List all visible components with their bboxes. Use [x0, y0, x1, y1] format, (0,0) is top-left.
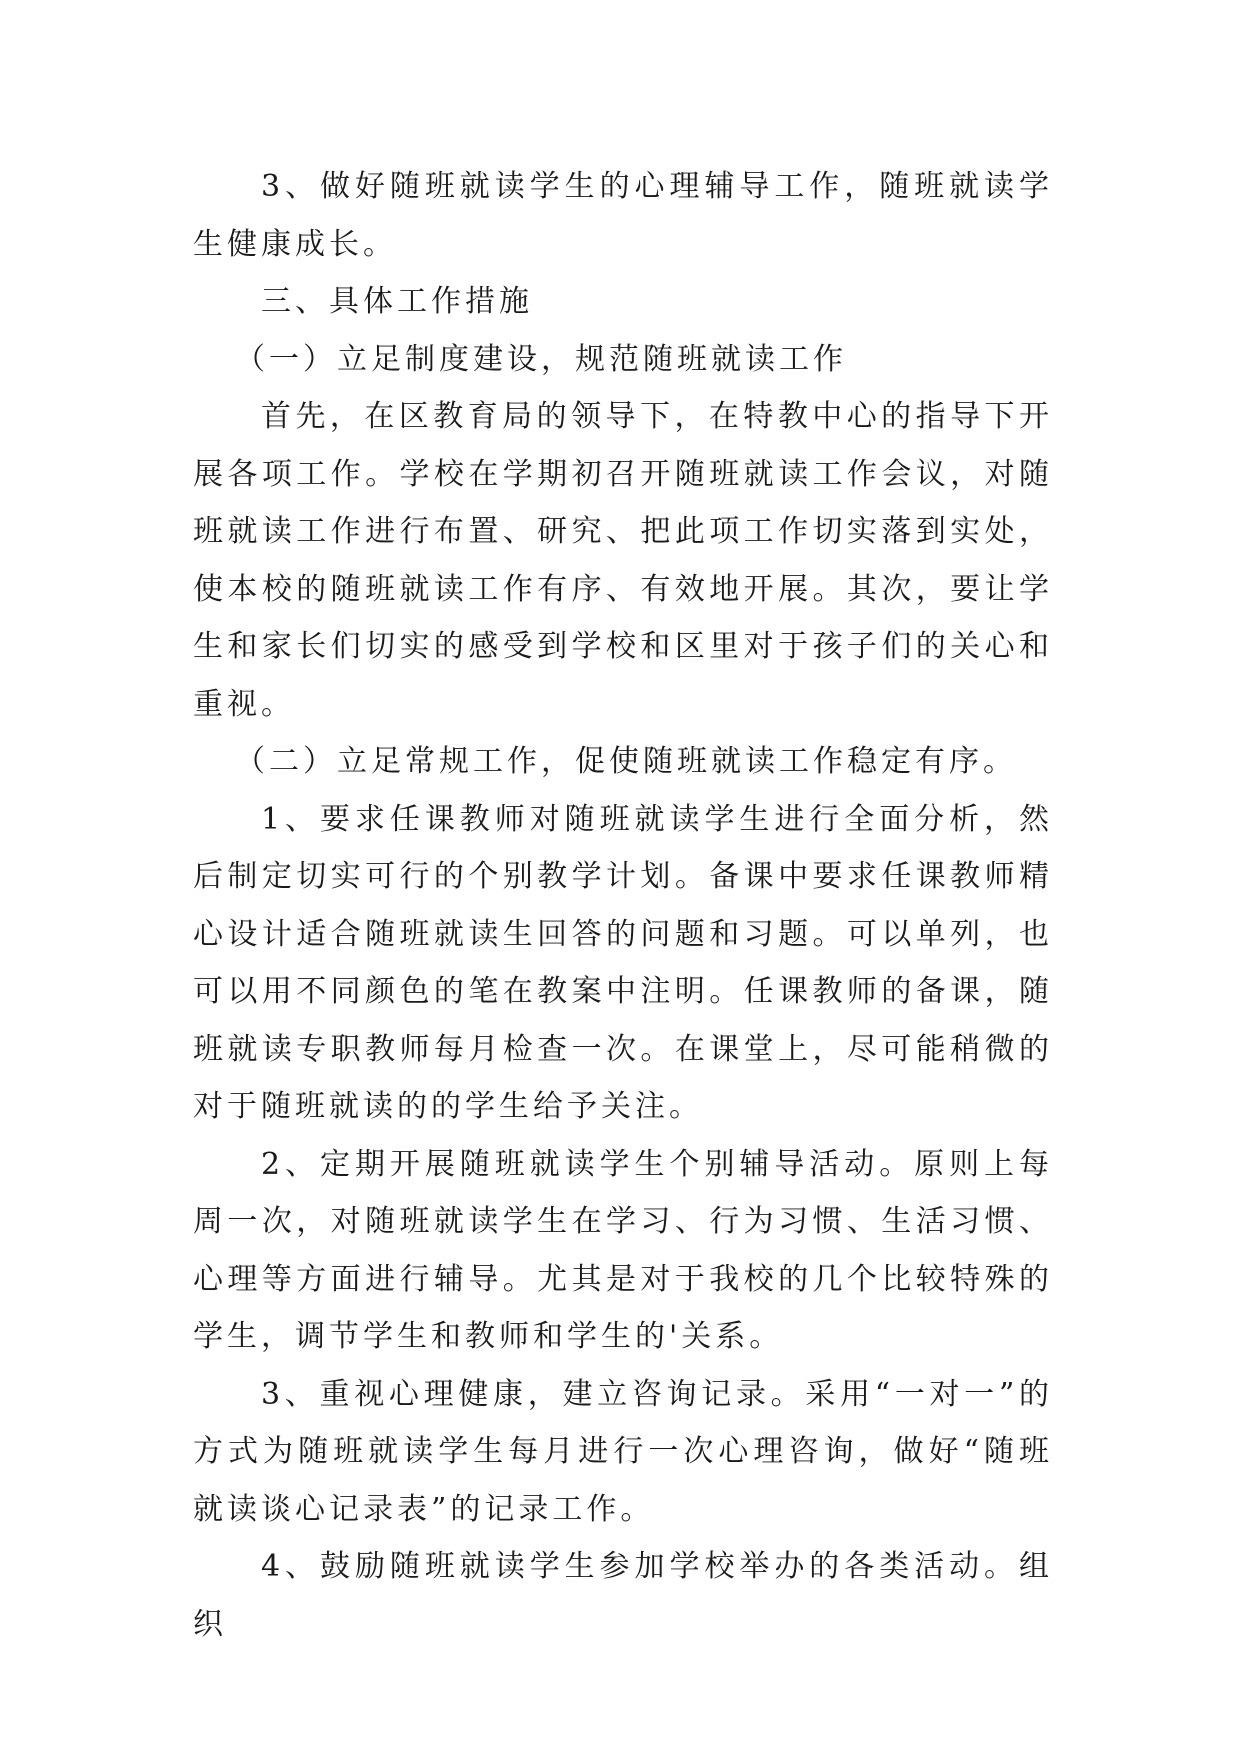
paragraph-counseling: 3、重视心理健康，建立咨询记录。采用“一对一”的方式为随班就读学生每月进行一次心理咨询，做好“随班就读谈心记录表”的记录工作。: [193, 1376, 1053, 1527]
paragraph-activities: 4、鼓励随班就读学生参加学校举办的各类活动。组织: [193, 1549, 1053, 1642]
paragraph-system-building: 首先，在区教育局的领导下，在特教中心的指导下开展各项工作。学校在学期初召开随班就读工作会议，对随班就读工作进行布置、研究、把此项工作切实落到实处，使本校的随班就读工作有序、有效地开展。其次，要让学生和家长们切实的感受到学校和区里对于孩子们的关心和重视。: [193, 399, 1053, 722]
paragraph-tutoring: 2、定期开展随班就读学生个别辅导活动。原则上每周一次，对随班就读学生在学习、行为习惯、生活习惯、心理等方面进行辅导。尤其是对于我校的几个比较特殊的学生，调节学生和教师和学生的'关系。: [193, 1146, 1053, 1354]
document-body: [193, 158, 1053, 1653]
subheading-routine-work: （二）立足常规工作，促使随班就读工作稳定有序。: [235, 744, 1017, 779]
paragraph-teaching-plan: 1、要求任课教师对随班就读学生进行全面分析，然后制定切实可行的个别教学计划。备课中要求任课教师精心设计适合随班就读生回答的问题和习题。可以单列，也可以用不同颜色的笔在教案中注明。任课教师的备课，随班就读专职教师每月检查一次。在课堂上，尽可能稍微的对于随班就读的的学生给予关注。: [193, 801, 1053, 1124]
section-heading-measures: 三、具体工作措施: [261, 284, 533, 319]
paragraph-goal-3: 3、做好随班就读学生的心理辅导工作，随班就读学生健康成长。: [193, 169, 1053, 262]
subheading-system-building: （一）立足制度建设，规范随班就读工作: [235, 341, 847, 377]
